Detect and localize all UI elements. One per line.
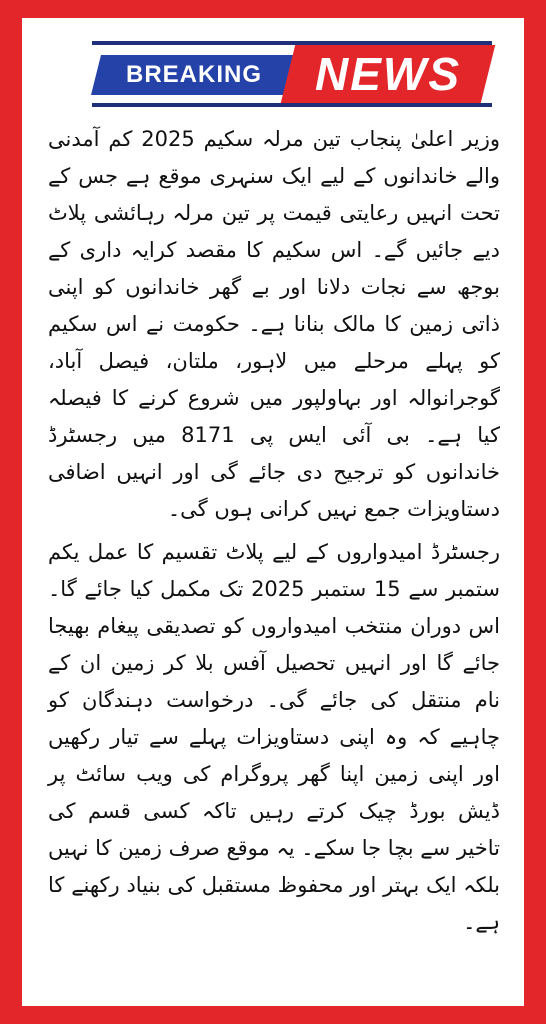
- breaking-label: BREAKING: [125, 61, 262, 88]
- news-label: NEWS: [315, 48, 461, 100]
- banner-bottom-stripe: [92, 103, 492, 107]
- breaking-label-box: [91, 55, 297, 95]
- article-body: [48, 121, 500, 947]
- news-label-box: [281, 45, 495, 103]
- article-paragraph-2: رجسٹرڈ امیدواروں کے لیے پلاٹ تقسیم کا عمل یکم ستمبر سے 15 ستمبر 2025 تک مکمل کیا جائے گا۔ اس دوران منتخب امیدواروں کو تصدیقی پیغام بھیجا جائے گا اور انہیں تحصیل آفس بلا کر زمین ان کے نام منتقل کی جائے گی۔ درخواست دہندگان کو چاہیے کہ وہ اپنی دستاویزات پہلے سے تیار رکھیں اور اپنی زمین اپنا گھر پروگرام کی ویب سائٹ پر ڈیش بورڈ چیک کرتے رہیں تاکہ کسی قسم کی تاخیر سے بچا جا سکے۔ یہ موقع صرف زمین کا نہیں بلکہ ایک بہتر اور محفوظ مستقبل کی بنیاد رکھنے کا ہے۔: [47, 540, 500, 934]
- article-card: [22, 18, 524, 1006]
- breaking-news-banner: [92, 41, 492, 107]
- article-paragraph-1: وزیر اعلیٰ پنجاب تین مرلہ سکیم 2025 کم آمدنی والے خاندانوں کے لیے ایک سنہری موقع ہے جس کے تحت انہیں رعایتی قیمت پر تین مرلہ رہائشی پلاٹ دیے جائیں گے۔ اس سکیم کا مقصد کرایہ داری کے بوجھ سے نجات دلانا اور بے گھر خاندانوں کو اپنی ذاتی زمین کا مالک بنانا ہے۔ حکومت نے اس سکیم کو پہلے مرحلے میں لاہور، ملتان، فیصل آباد، گوجرانوالہ اور بہاولپور میں شروع کرنے کا فیصلہ کیا ہے۔ بی آئی ایس پی 8171 میں رجسٹرڈ خاندانوں کو ترجیح دی جائے گی اور انہیں اضافی دستاویزات جمع نہیں کرانی ہوں گی۔: [48, 127, 500, 521]
